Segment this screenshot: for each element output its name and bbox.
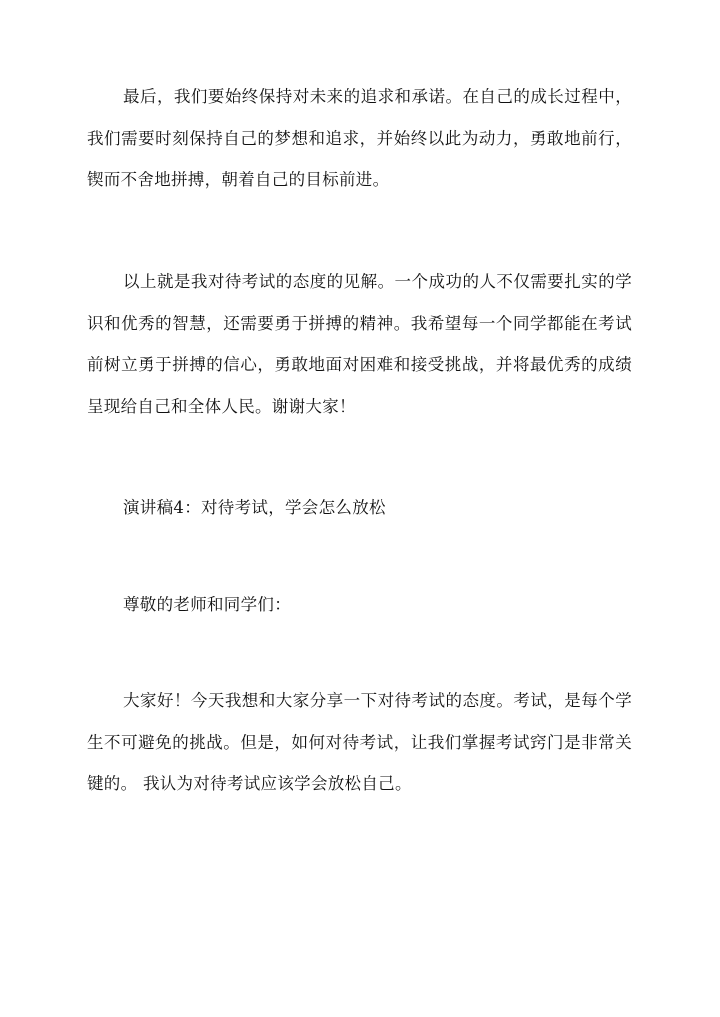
paragraph-closing-remarks: 以上就是我对待考试的态度的见解。一个成功的人不仅需要扎实的学识和优秀的智慧，还需要勇于拼搏的精神。我希望每一个同学都能在考试前树立勇于拼搏的信心，勇敢地面对困难和接受挑战，并将最优秀的成绩呈现给自己和全体人民。谢谢大家！ [87, 272, 632, 416]
paragraph-opening: 大家好！今天我想和大家分享一下对待考试的态度。考试，是每个学生不可避免的挑战。但是，如何对待考试，让我们掌握考试窍门是非常关键的。 我认为对待考试应该学会放松自己。 [87, 691, 632, 793]
speech-title: 演讲稿4：对待考试，学会怎么放松 [123, 498, 386, 517]
salutation: 尊敬的老师和同学们： [123, 595, 291, 614]
paragraph-conclusion: 最后，我们要始终保持对未来的追求和承诺。在自己的成长过程中，我们需要时刻保持自己的梦想和追求，并始终以此为动力，勇敢地前行，锲而不舍地拼搏，朝着自己的目标前进。 [87, 87, 632, 189]
